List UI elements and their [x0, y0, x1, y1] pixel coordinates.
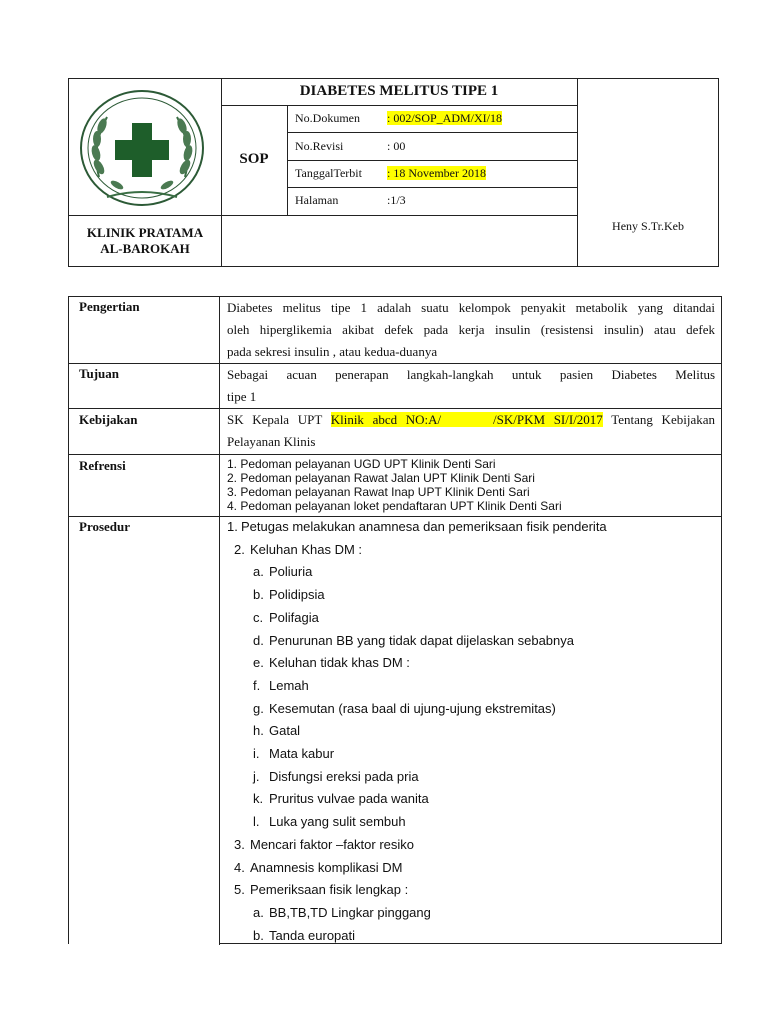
step-marker: 3. — [234, 836, 245, 852]
field-value-dokumen: : 002/SOP_ADM/XI/18 — [387, 111, 503, 125]
sop-body-table — [68, 296, 722, 944]
label-kebijakan: Kebijakan — [79, 412, 138, 427]
list-item: 4. Pedoman pelayanan loket pendaftaran UPT Klinik Denti Sari — [227, 499, 562, 513]
step-text: Pruritus vulvae pada wanita — [269, 791, 429, 807]
text-line: oleh hiperglikemia akibat defek pada kerja insulin (resistensi insulin) atau defek — [227, 322, 715, 337]
step-marker: 4. — [234, 859, 245, 875]
step-marker: k. — [253, 791, 264, 807]
step-marker: d. — [253, 632, 264, 648]
sop-label: SOP — [239, 151, 269, 167]
label-refrensi: Refrensi — [79, 458, 126, 473]
step-marker: j. — [253, 768, 260, 784]
step-text: Polifagia — [269, 609, 319, 625]
divider — [577, 79, 578, 266]
divider — [221, 105, 577, 106]
divider — [287, 132, 577, 133]
step-marker: e. — [253, 655, 264, 671]
step-text: Mencari faktor –faktor resiko — [250, 836, 415, 852]
step-text: Anamnesis komplikasi DM — [250, 859, 403, 875]
step-marker: a. — [253, 564, 264, 580]
field-label-dokumen: No.Dokumen — [295, 111, 360, 125]
step-marker: i. — [253, 746, 260, 761]
divider — [69, 215, 577, 216]
step-text: Polidipsia — [269, 587, 325, 603]
step-marker: l. — [253, 814, 260, 830]
signer-name: Heny S.Tr.Keb — [612, 219, 684, 233]
divider — [287, 160, 577, 161]
step-text: Penurunan BB yang tidak dapat dijelaskan sebabnya — [269, 632, 574, 648]
label-pengertian: Pengertian — [79, 299, 140, 314]
text-line: tipe 1 — [227, 389, 257, 404]
step-text: Lemah — [269, 677, 309, 693]
step-text: Petugas melakukan anamnesa dan pemeriksaan fisik penderita — [241, 519, 607, 534]
step-text: Kesemutan (rasa baal di ujung-ujung ekstremitas) — [269, 700, 556, 716]
label-tujuan: Tujuan — [79, 366, 119, 381]
green-cross-wreath-icon — [77, 87, 207, 209]
text-line: Pelayanan Klinis — [227, 434, 316, 449]
text-line: SK Kepala UPT Klinik abcd NO:A/ /SK/PKM SI/I/2017 Tentang Kebijakan — [227, 412, 715, 427]
step-text: Pemeriksaan fisik lengkap : — [250, 882, 409, 898]
list-item: 2. Pedoman pelayanan Rawat Jalan UPT Klinik Denti Sari — [227, 471, 535, 485]
field-label-halaman: Halaman — [295, 193, 339, 207]
step-text: Tanda europati — [269, 927, 356, 943]
text-line: pada sekresi insulin , atau kedua-duanya — [227, 344, 438, 359]
clinic-name-line2: AL-BAROKAH — [100, 241, 190, 256]
field-label-revisi: No.Revisi — [295, 139, 344, 153]
step-marker: 2. — [234, 541, 245, 557]
clinic-logo — [77, 87, 207, 209]
step-text: Gatal — [269, 723, 301, 739]
step-text: BB,TB,TD Lingkar pinggang — [269, 904, 431, 920]
step-marker: a. — [253, 904, 264, 920]
step-marker: h. — [253, 723, 264, 739]
step-text: Mata kabur — [269, 746, 335, 761]
divider — [287, 187, 577, 188]
step-marker: 1. — [227, 519, 238, 534]
step-marker: g. — [253, 700, 264, 716]
label-prosedur: Prosedur — [79, 519, 131, 534]
document-title: DIABETES MELITUS TIPE 1 — [299, 83, 499, 99]
field-value-halaman: :1/3 — [387, 193, 406, 207]
step-text: Keluhan Khas DM : — [250, 541, 363, 557]
step-text: Luka yang sulit sembuh — [269, 814, 406, 830]
header-table — [68, 78, 719, 267]
field-value-revisi: : 00 — [387, 139, 406, 153]
field-label-tanggal: TanggalTerbit — [295, 166, 362, 180]
prosedur-list — [69, 297, 723, 945]
list-item: 1. Pedoman pelayanan UGD UPT Klinik Denti Sari — [227, 457, 496, 471]
divider — [221, 79, 222, 266]
step-marker: c. — [253, 609, 264, 625]
clinic-name-line1: KLINIK PRATAMA — [86, 225, 204, 240]
step-text: Disfungsi ereksi pada pria — [269, 768, 419, 784]
step-marker: b. — [253, 587, 264, 603]
step-marker: 5. — [234, 882, 245, 898]
step-marker: f. — [253, 677, 261, 693]
text-line: Sebagai acuan penerapan langkah-langkah untuk pasien Diabetes Melitus — [227, 367, 715, 382]
field-value-tanggal: : 18 November 2018 — [387, 166, 486, 180]
step-marker: b. — [253, 927, 264, 943]
text-line: Diabetes melitus tipe 1 adalah suatu kelompok penyakit metabolik yang ditandai — [227, 300, 715, 315]
list-item: 3. Pedoman pelayanan Rawat Inap UPT Klinik Denti Sari — [227, 485, 530, 499]
step-text: Poliuria — [269, 564, 313, 580]
step-text: Keluhan tidak khas DM : — [269, 655, 410, 671]
